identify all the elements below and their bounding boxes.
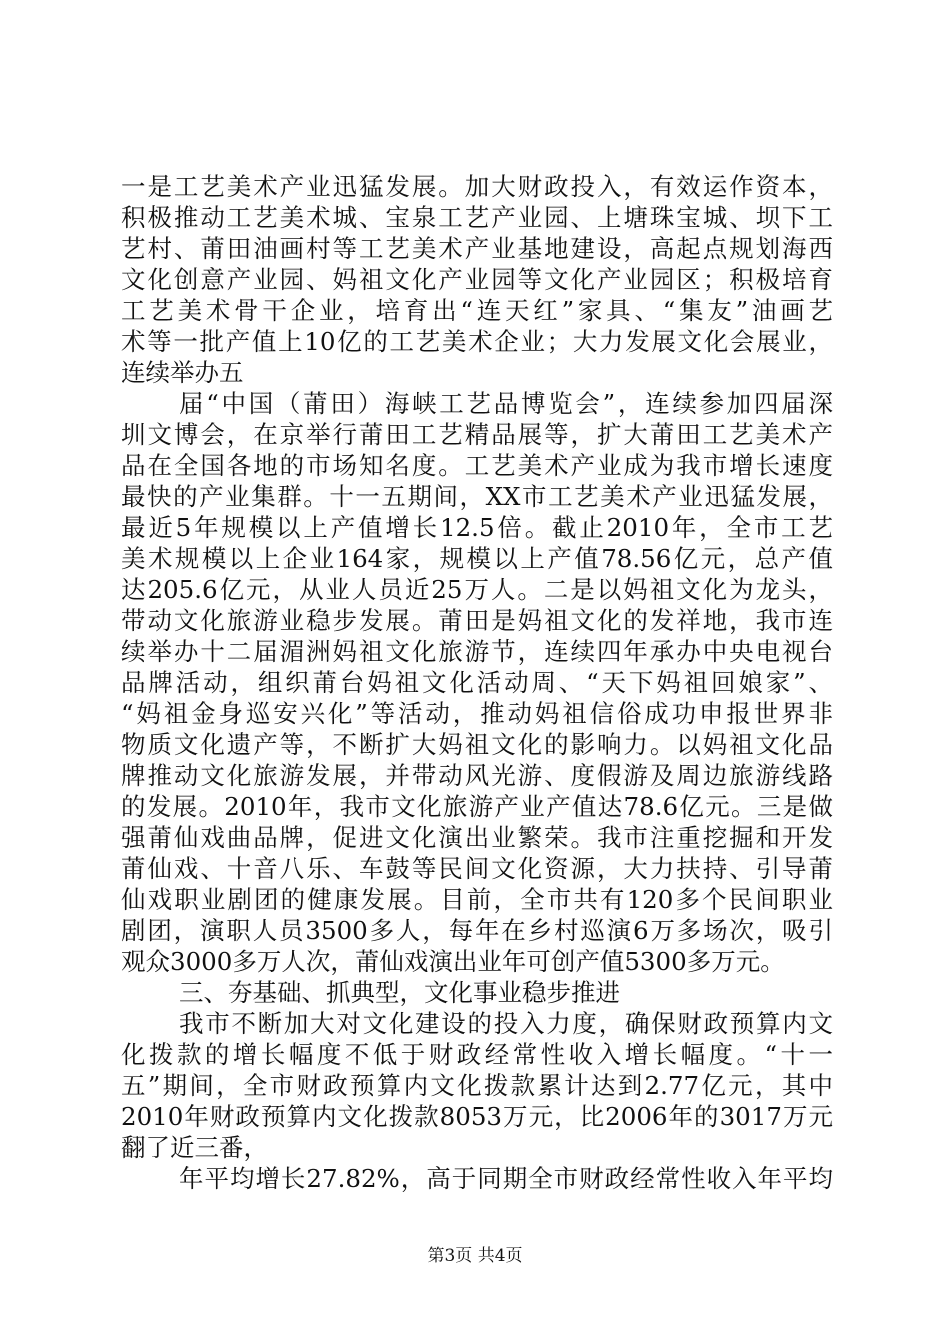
text-line: 带动文化旅游业稳步发展。莆田是妈祖文化的发祥地，我市连 [121,606,833,635]
text-line: 连续举办五 [121,358,244,387]
text-line: 美术规模以上企业164家，规模以上产值78.56亿元，总产值 [121,544,833,573]
text-line: 最近5年规模以上产值增长12.5倍。截止2010年，全市工艺 [121,513,833,542]
text-line: 一是工艺美术产业迅猛发展。加大财政投入，有效运作资本， [121,172,833,201]
text-line: 工艺美术骨干企业，培育出“连天红”家具、“集友”油画艺 [121,296,833,325]
text-line: 年平均增长27.82%，高于同期全市财政经常性收入年平均 [179,1164,833,1193]
text-line: 物质文化遗产等，不断扩大妈祖文化的影响力。以妈祖文化品 [121,730,833,759]
text-line: 莆仙戏、十音八乐、车鼓等民间文化资源，大力扶持、引导莆 [121,854,833,883]
text-line: 达205.6亿元，从业人员近25万人。二是以妈祖文化为龙头， [121,575,833,604]
text-line: 翻了近三番， [121,1133,268,1162]
text-line: 仙戏职业剧团的健康发展。目前，全市共有120多个民间职业 [121,885,833,914]
text-line: 术等一批产值上10亿的工艺美术企业；大力发展文化会展业， [121,327,833,356]
text-line: 的发展。2010年，我市文化旅游产业产值达78.6亿元。三是做 [121,792,833,821]
text-line: 2010年财政预算内文化拨款8053万元，比2006年的3017万元 [121,1102,833,1131]
text-line: 艺村、莆田油画村等工艺美术产业基地建设，高起点规划海西 [121,234,833,263]
text-line: 观众3000多万人次，莆仙戏演出业年可创产值5300多万元。 [121,947,785,976]
text-line: “妈祖金身巡安兴化”等活动，推动妈祖信俗成功申报世界非 [121,699,833,728]
text-line: 我市不断加大对文化建设的投入力度，确保财政预算内文 [179,1009,833,1038]
text-line: 化拨款的增长幅度不低于财政经常性收入增长幅度。“十一 [121,1040,833,1069]
text-line: 强莆仙戏曲品牌，促进文化演出业繁荣。我市注重挖掘和开发 [121,823,833,852]
text-line: 最快的产业集群。十一五期间，XX市工艺美术产业迅猛发展， [121,482,833,511]
text-line: 三、夯基础、抓典型，文化事业稳步推进 [179,978,620,1007]
text-line: 品在全国各地的市场知名度。工艺美术产业成为我市增长速度 [121,451,833,480]
text-line: 剧团，演职人员3500多人，每年在乡村巡演6万多场次，吸引 [121,916,833,945]
text-line: 品牌活动，组织莆台妈祖文化活动周、“天下妈祖回娘家”、 [121,668,833,697]
text-line: 五”期间，全市财政预算内文化拨款累计达到2.77亿元，其中 [121,1071,833,1100]
text-line: 圳文博会，在京举行莆田工艺精品展等，扩大莆田工艺美术产 [121,420,833,449]
text-line: 续举办十二届湄洲妈祖文化旅游节，连续四年承办中央电视台 [121,637,833,666]
text-line: 文化创意产业园、妈祖文化产业园等文化产业园区；积极培育 [121,265,833,294]
text-line: 届“中国（莆田）海峡工艺品博览会”，连续参加四届深 [179,389,833,418]
text-line: 积极推动工艺美术城、宝泉工艺产业园、上塘珠宝城、坝下工 [121,203,833,232]
page-footer: 第3页 共4页 [427,1246,523,1266]
text-line: 牌推动文化旅游发展，并带动风光游、度假游及周边旅游线路 [121,761,833,790]
document-body [121,171,833,1194]
